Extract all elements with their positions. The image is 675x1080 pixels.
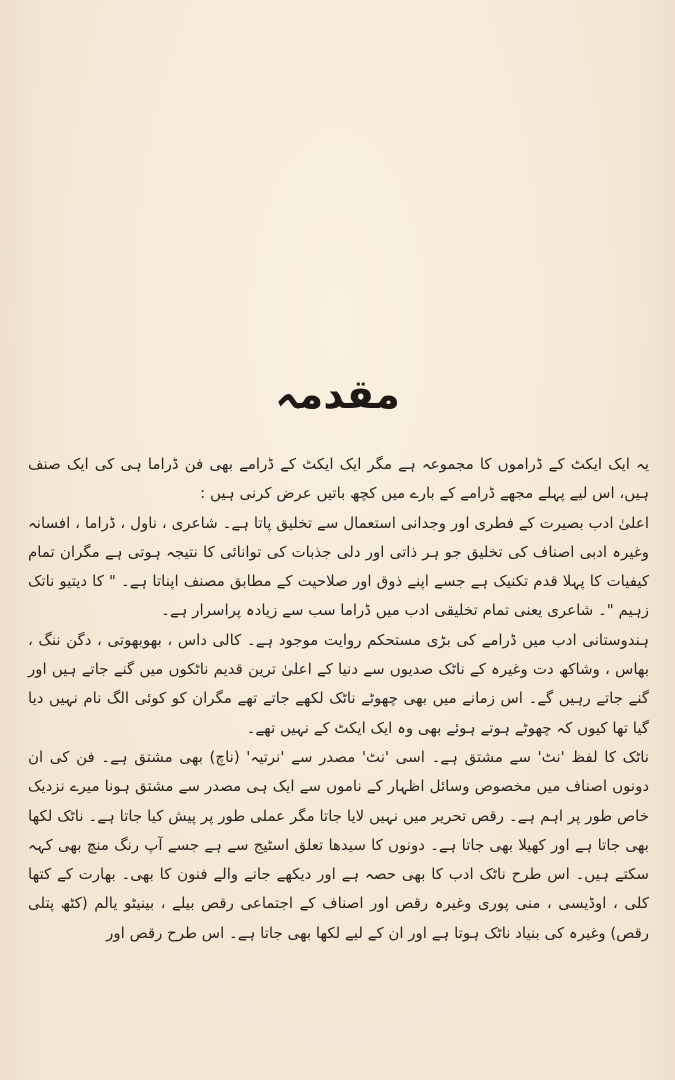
paragraph: ناٹک کا لفظ 'نٹ' سے مشتق ہے۔ اسی 'نٹ' مصدر سے 'نرتیہ' (ناچ) بھی مشتق ہے۔ فن کی ان دونوں اصناف میں مخصوص وسائل اظہار کے ناموں سے ایک ہی مصدر سے مشتق ہونا میرے نزدیک خاص طور پر اہم ہے۔ رقص تحریر میں نہیں لایا جاتا مگر عملی طور پر پیش کیا جاتا ہے۔ ناٹک لکھا بھی جاتا ہے اور کھیلا بھی جاتا ہے۔ دونوں کا سیدھا تعلق اسٹیج سے ہے جسے آپ رنگ منچ بھی کہہ سکتے ہیں۔ اس طرح ناٹک ادب کا بھی حصہ ہے اور دیکھے جانے والے فنون کا بھی۔ بھارت کے کتھا کلی ، اوڈیسی ، منی پوری وغیرہ رقص اور اصناف کے اجتماعی رقص بیلے ، بینیٹو یالم (کٹھ پتلی رقص) وغیرہ کی بنیاد ناٹک ہوتا ہے اور ان کے لیے لکھا بھی جاتا ہے۔ اس طرح رقص اور [28,747,649,942]
paragraph: ہندوستانی ادب میں ڈرامے کی بڑی مستحکم روایت موجود ہے۔ کالی داس ، بھوبھوتی ، دگن ننگ ، بھاس ، وشاکھ دت وغیرہ کے ناٹک صدیوں سے دنیا کے اعلیٰ ترین قدیم ناٹکوں میں گنے جاتے ہیں اور گنے جاتے رہیں گے۔ اس زمانے میں بھی چھوٹے ناٹک لکھے جاتے تھے مگران کو کوئی الگ نام نہیں دیا گیا تھا کیوں کہ چھوٹے ہوتے ہوئے بھی وہ ایک ایکٹ کے نہیں تھے۔ [28,630,649,737]
body-text [28,450,649,948]
paragraph: یہ ایک ایکٹ کے ڈراموں کا مجموعہ ہے مگر ایک ایکٹ کے ڈرامے بھی فن ڈراما ہی کی ایک صنف ہیں، اس لیے پہلے مجھے ڈرامے کے بارے میں کچھ باتیں عرض کرنی ہیں : [28,455,649,503]
paragraph: اعلیٰ ادب بصیرت کے فطری اور وجدانی استعمال سے تخلیق پاتا ہے۔ شاعری ، ناول ، ڈراما ، افسانہ وغیرہ ادبی اصناف کی تخلیق جو ہر ذاتی اور دلی جذبات کی توانائی کا نتیجہ ہوتی ہے مگران تمام کیفیات کا پہلا قدم تکنیک ہے جسے اپنے ذوق اور صلاحیت کے مطابق مصنف اپناتا ہے۔ " کا دیتیو ناتک زہیم "۔ شاعری یعنی تمام تخلیقی ادب میں ڈراما سب سے زیادہ پراسرار ہے۔ [28,513,649,620]
page-title: مقدمہ [275,372,400,418]
